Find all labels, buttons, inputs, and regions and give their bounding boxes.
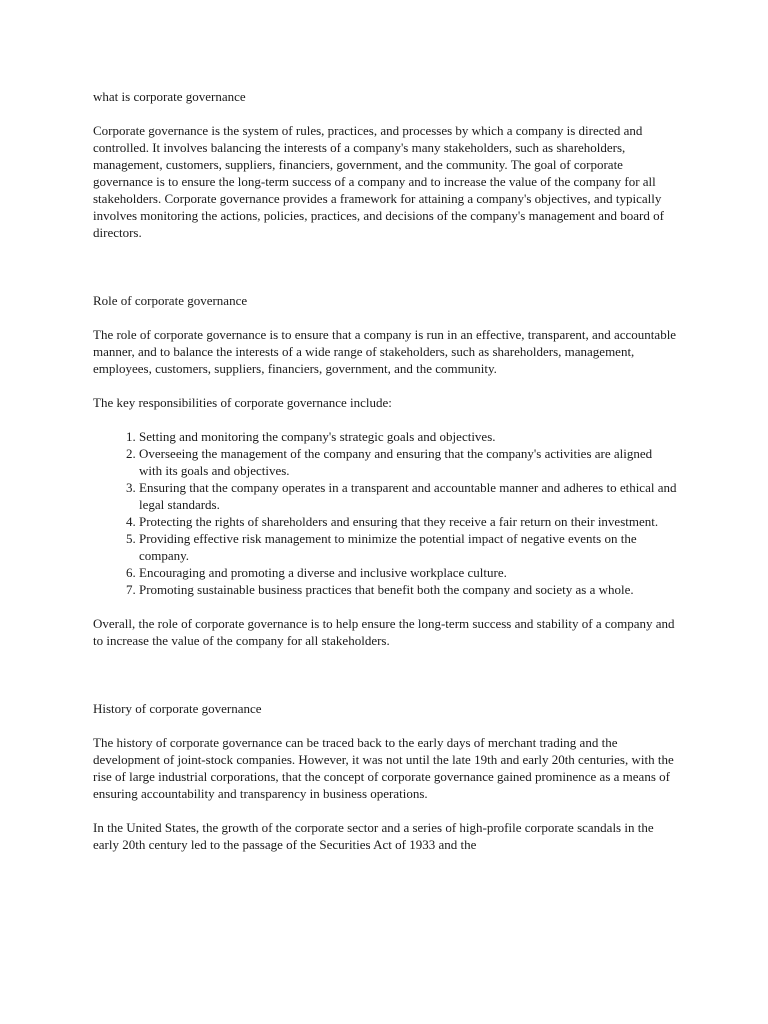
- section-history-of-corporate-governance: [93, 700, 678, 853]
- paragraph: Overall, the role of corporate governance is to help ensure the long-term success and stability of a company and to increase the value of the company for all stakeholders.: [93, 616, 675, 648]
- section-what-is-corporate-governance: [93, 88, 678, 241]
- section-spacer: [93, 666, 678, 700]
- list-item: 7. Promoting sustainable business practices that benefit both the company and society as a whole.: [139, 581, 678, 598]
- section-role-of-corporate-governance: [93, 292, 678, 649]
- responsibilities-list: [93, 428, 678, 598]
- paragraph: The history of corporate governance can be traced back to the early days of merchant trading and the development of joint-stock companies. However, it was not until the late 19th and early 20th centuries, with the rise of large industrial corporations, that the concept of corporate governance gained prominence as a means of ensuring accountability and transparency in business operations.: [93, 735, 674, 801]
- list-item: 4. Protecting the rights of shareholders and ensuring that they receive a fair return on their investment.: [139, 513, 678, 530]
- list-item: 1. Setting and monitoring the company's strategic goals and objectives.: [139, 428, 678, 445]
- section-heading: History of corporate governance: [93, 701, 262, 716]
- paragraph: The role of corporate governance is to ensure that a company is run in an effective, transparent, and accountable manner, and to balance the interests of a wide range of stakeholders, such as shareholders, management, employees, customers, suppliers, financiers, government, and the community.: [93, 327, 677, 376]
- list-item: 3. Ensuring that the company operates in a transparent and accountable manner and adheres to ethical and legal standards.: [139, 479, 678, 513]
- paragraph: In the United States, the growth of the corporate sector and a series of high-profile corporate scandals in the early 20th century led to the passage of the Securities Act of 1933 and the: [93, 820, 654, 852]
- document-body: [93, 88, 678, 870]
- list-item: 6. Encouraging and promoting a diverse and inclusive workplace culture.: [139, 564, 678, 581]
- list-item: 2. Overseeing the management of the company and ensuring that the company's activities are aligned with its goals and objectives.: [139, 445, 678, 479]
- section-heading: Role of corporate governance: [93, 293, 248, 308]
- paragraph: The key responsibilities of corporate governance include:: [93, 395, 392, 410]
- section-heading: what is corporate governance: [93, 89, 246, 104]
- section-spacer: [93, 258, 678, 292]
- paragraph: Corporate governance is the system of rules, practices, and processes by which a company is directed and controlled. It involves balancing the interests of a company's many stakeholders, such as shareholders, management, customers, suppliers, financiers, government, and the community. The goal of corporate governance is to ensure the long-term success of a company and to increase the value of the company for all stakeholders. Corporate governance provides a framework for attaining a company's objectives, and typically involves monitoring the actions, policies, practices, and decisions of the company's management and board of directors.: [93, 123, 664, 240]
- list-item: 5. Providing effective risk management to minimize the potential impact of negative events on the company.: [139, 530, 678, 564]
